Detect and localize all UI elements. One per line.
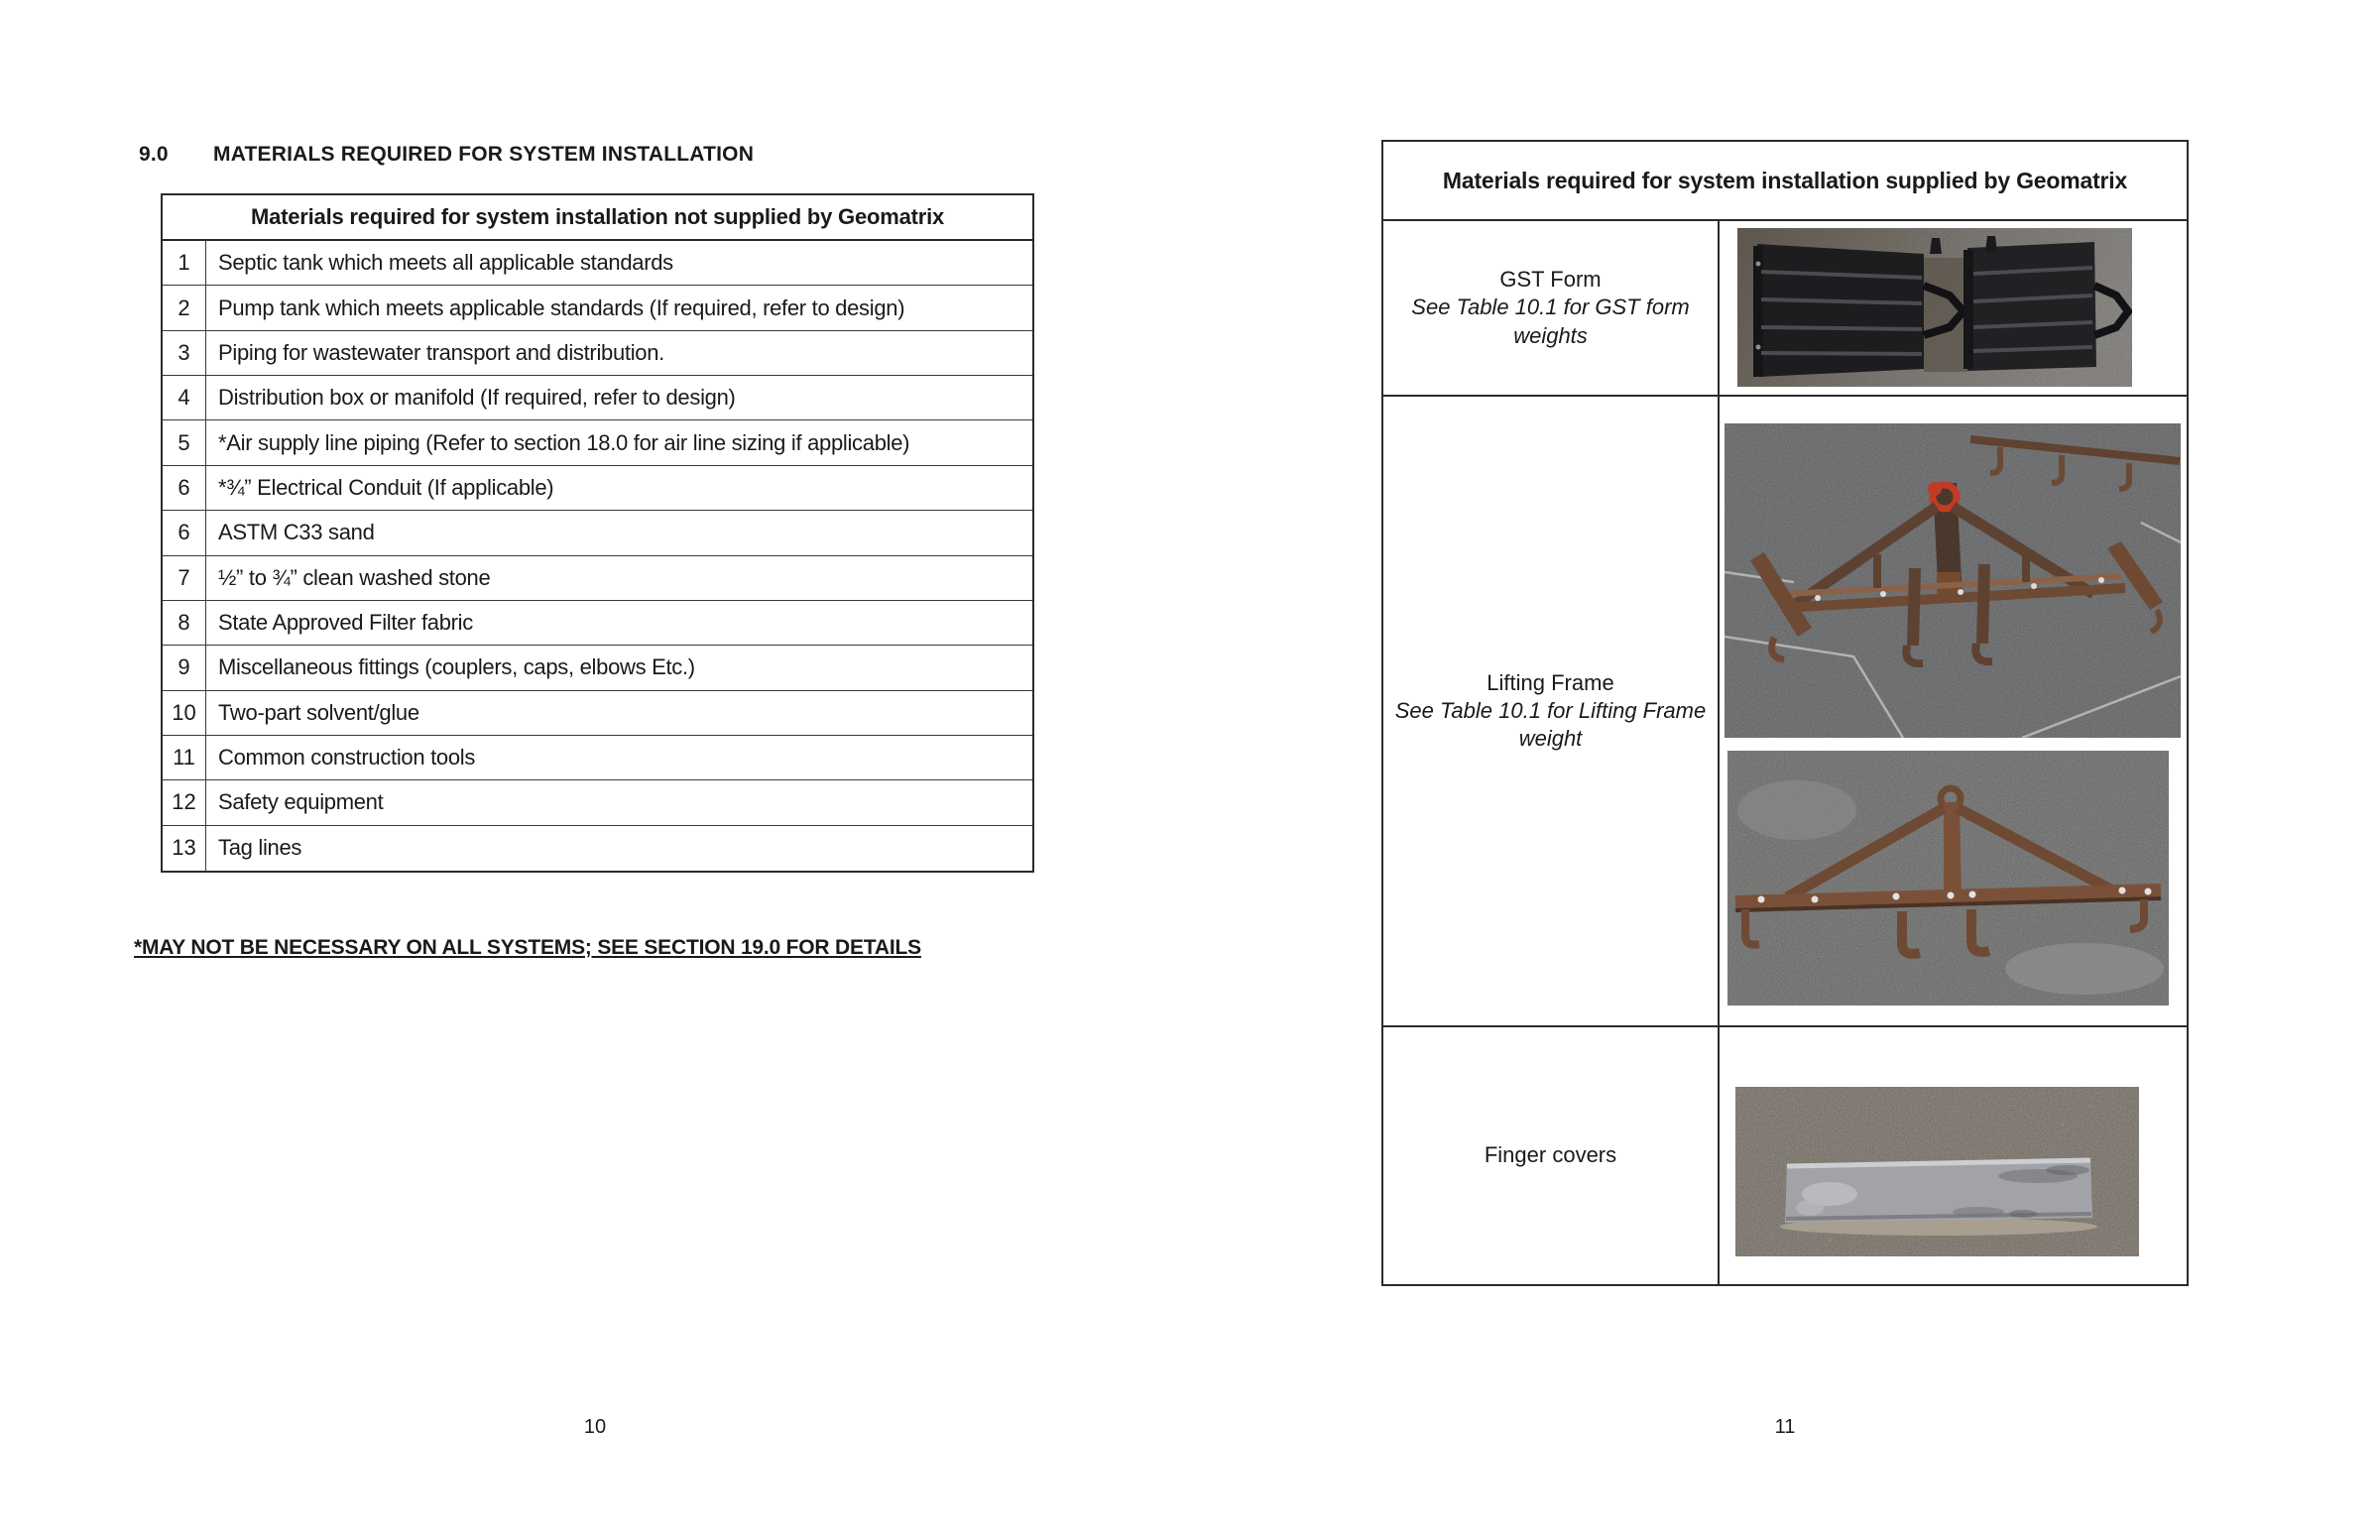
table-row [163,511,1032,555]
row-number: 1 [163,241,206,285]
table-row [163,286,1032,330]
item-name: Lifting Frame [1487,669,1614,695]
table-row [163,646,1032,690]
row-text: Tag lines [218,835,302,861]
item-note: See Table 10.1 for GST form weights [1411,295,1690,348]
gst-form-photo [1737,228,2132,387]
item-name: Finger covers [1484,1142,1617,1168]
row-number: 8 [163,601,206,645]
materials-not-supplied-table [161,193,1034,873]
section-title: MATERIALS REQUIRED FOR SYSTEM INSTALLATION [213,143,755,166]
row-label [1383,397,1720,1025]
row-number: 12 [163,780,206,824]
page-number: 11 [1774,1416,1796,1438]
table-header: Materials required for system installation not supplied by Geomatrix [163,195,1032,241]
section-heading [139,143,754,167]
table-row [163,241,1032,286]
item-note: See Table 10.1 for Lifting Frame weight [1394,697,1707,752]
table-row [1383,397,2187,1027]
row-text: Distribution box or manifold (If required, refer to design) [218,385,736,411]
row-text: *Air supply line piping (Refer to section 18.0 for air line sizing if applicable) [218,429,910,455]
page-number: 10 [583,1416,607,1438]
row-media [1722,397,2187,1025]
row-text: Pump tank which meets applicable standards (If required, refer to design) [218,295,905,320]
table-row [163,466,1032,511]
row-number: 5 [163,420,206,464]
row-text: Common construction tools [218,745,476,770]
lifting-frame-angled-photo [1725,423,2181,738]
lifting-frame-front-photo [1727,751,2169,1006]
page-11 [1190,0,2380,1540]
item-name: GST Form [1499,267,1602,293]
row-text: *¾” Electrical Conduit (If applicable) [218,474,554,500]
materials-supplied-table [1381,140,2189,1286]
row-text: Miscellaneous fittings (couplers, caps, elbows Etc.) [218,654,695,680]
table-header: Materials required for system installation supplied by Geomatrix [1383,142,2187,221]
footnote: *MAY NOT BE NECESSARY ON ALL SYSTEMS; SEE SECTION 19.0 FOR DETAILS [134,936,921,959]
table-row [163,376,1032,420]
row-number: 2 [163,286,206,329]
table-body [163,241,1032,871]
row-number: 4 [163,376,206,419]
row-number: 11 [163,736,206,779]
row-text: ASTM C33 sand [218,520,375,545]
row-number: 3 [163,331,206,375]
row-number: 6 [163,466,206,510]
row-number: 6 [163,511,206,554]
table-row [163,780,1032,825]
finger-covers-photo [1735,1087,2139,1256]
row-media [1722,221,2187,395]
row-text: ½” to ¾” clean washed stone [218,564,491,590]
table-row [163,331,1032,376]
table-row [163,601,1032,646]
table-row [163,556,1032,601]
table-row [163,736,1032,780]
row-text: Septic tank which meets all applicable standards [218,250,673,276]
row-number: 7 [163,556,206,600]
row-label [1383,1027,1720,1284]
table-row [163,420,1032,465]
row-text: Safety equipment [218,789,384,815]
table-row [163,826,1032,871]
table-row [1383,1027,2187,1284]
finger-cover-bar [1785,1158,2092,1223]
row-text: Piping for wastewater transport and distribution. [218,339,664,365]
row-number: 9 [163,646,206,689]
section-number: 9.0 [139,143,169,166]
row-label [1383,221,1720,395]
row-text: State Approved Filter fabric [218,610,473,636]
table-row [163,691,1032,736]
row-text: Two-part solvent/glue [218,699,419,725]
row-media [1722,1027,2187,1284]
table-row [1383,221,2187,397]
row-number: 13 [163,826,206,871]
row-number: 10 [163,691,206,735]
